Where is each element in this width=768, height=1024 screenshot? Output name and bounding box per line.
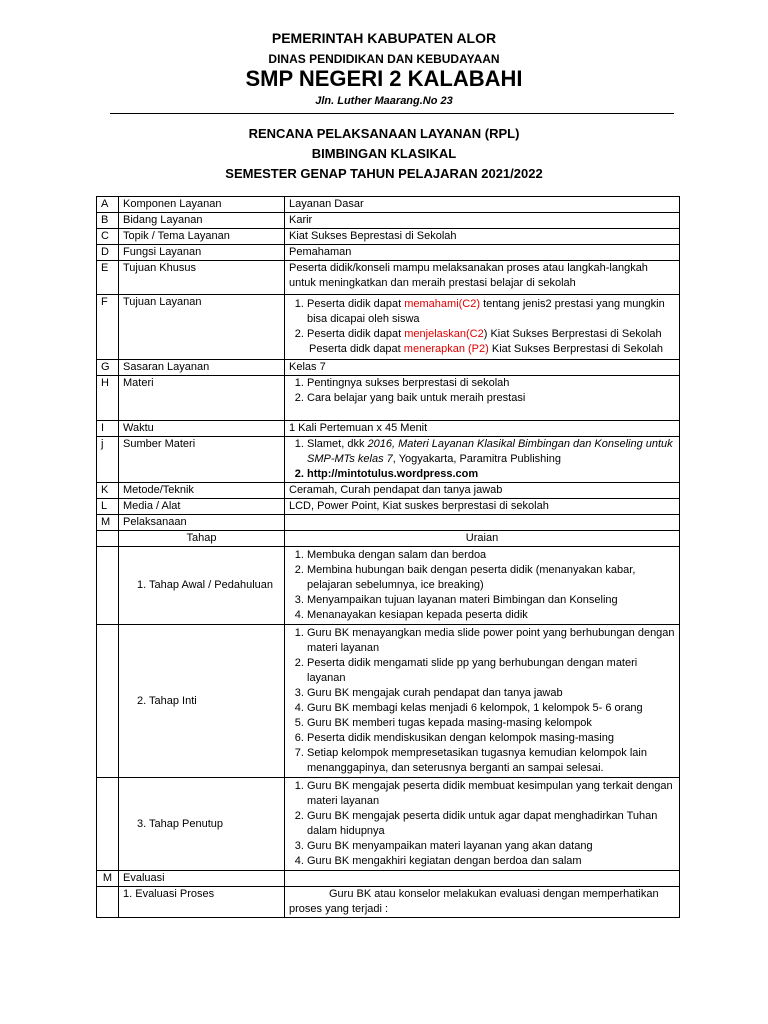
doc-title-line-2: BIMBINGAN KLASIKAL	[311, 146, 457, 161]
tujuan-list	[289, 297, 675, 342]
list-item: 4. Guru BK membagi kelas menjadi 6 kelompok, 1 kelompok 5- 6 orang	[307, 701, 675, 716]
awal-list	[289, 548, 675, 623]
list-item: 1. Guru BK menayangkan media slide power point yang berhubungan dengan materi layanan	[307, 626, 675, 656]
list-item: 2. http://mintotulus.wordpress.com	[307, 467, 675, 482]
tahap-awal-row	[97, 547, 680, 625]
list-item: 6. Peserta didik mendiskusikan dengan kelompok masing-masing	[307, 731, 675, 746]
tahap-uraian	[285, 625, 680, 778]
row-d	[97, 245, 680, 261]
org-line-2: DINAS PENDIDIKAN DAN KEBUDAYAAN	[268, 52, 500, 66]
highlight-text: menerapkan (P2)	[403, 343, 489, 355]
list-item: 7. Setiap kelompok mempresetasikan tugasnya kemudian kelompok lain menanggapinya, dan seterusnya berganti an sampai selesai.	[307, 746, 675, 776]
tahap-penutup-row	[97, 778, 680, 871]
row-value: LCD, Power Point, Kiat suskes berprestasi di sekolah	[285, 499, 680, 515]
row-evaluasi-proses	[97, 887, 680, 918]
materi-list	[289, 376, 675, 406]
row-a	[97, 197, 680, 213]
row-code: F	[97, 295, 119, 360]
row-label: Media / Alat	[119, 499, 285, 515]
row-label: Bidang Layanan	[119, 213, 285, 229]
tahap-uraian	[285, 778, 680, 871]
penutup-list	[289, 779, 675, 869]
tahap-label: 3. Tahap Penutup	[119, 778, 285, 871]
row-evaluasi	[97, 871, 680, 887]
list-item: 2. Guru BK mengajak peserta didik untuk agar dapat menghadirkan Tuhan dalam hidupnya	[307, 809, 675, 839]
school-name: SMP NEGERI 2 KALABAHI	[245, 66, 523, 91]
row-value	[285, 376, 680, 421]
row-label: Tujuan Khusus	[119, 261, 285, 295]
row-h	[97, 376, 680, 421]
row-code: B	[97, 213, 119, 229]
row-m	[97, 515, 680, 531]
tahap-label: 2. Tahap Inti	[119, 625, 285, 778]
sumber-list	[289, 437, 675, 482]
list-item: 1. Pentingnya sukses berprestasi di sekolah	[307, 376, 675, 391]
list-item: 1. Slamet, dkk 2016, Materi Layanan Klasikal Bimbingan dan Konseling untuk SMP-MTs kelas 7, Yogyakarta, Paramitra Publishing	[307, 437, 675, 467]
row-code: C	[97, 229, 119, 245]
row-code: G	[97, 360, 119, 376]
header-divider	[110, 113, 674, 114]
org-line-1: PEMERINTAH KABUPATEN ALOR	[271, 30, 497, 46]
row-value: Peserta didik/konseli mampu melaksanakan proses atau langkah-langkah untuk meningkatkan dan meraih prestasi belajar di sekolah	[285, 261, 680, 295]
row-value	[285, 437, 680, 483]
school-address: Jln. Luther Maarang.No 23	[315, 95, 453, 107]
row-k	[97, 483, 680, 499]
row-label: Fungsi Layanan	[119, 245, 285, 261]
row-label: 1. Evaluasi Proses	[119, 887, 285, 918]
row-label: Komponen Layanan	[119, 197, 285, 213]
highlight-text: menjelaskan(C2	[404, 328, 484, 340]
doc-title-line-1: RENCANA PELAKSANAAN LAYANAN (RPL)	[248, 126, 520, 141]
row-label: Metode/Teknik	[119, 483, 285, 499]
tahap-label: 1. Tahap Awal / Pedahuluan	[119, 547, 285, 625]
rpl-table	[96, 196, 680, 918]
row-g	[97, 360, 680, 376]
highlight-text: memahami(C2)	[404, 298, 481, 310]
row-value: Kelas 7	[285, 360, 680, 376]
row-code: K	[97, 483, 119, 499]
list-item: 1. Peserta didik dapat memahami(C2) tentang jenis2 prestasi yang mungkin bisa dicapai oleh siswa	[307, 297, 675, 327]
row-label: Sumber Materi	[119, 437, 285, 483]
list-item: 2. Cara belajar yang baik untuk meraih prestasi	[307, 391, 675, 406]
row-code: M	[97, 871, 119, 887]
list-item: 1. Guru BK mengajak peserta didik membuat kesimpulan yang terkait dengan materi layanan	[307, 779, 675, 809]
row-code: A	[97, 197, 119, 213]
row-code: j	[97, 437, 119, 483]
inti-list	[289, 626, 675, 776]
col-header-uraian: Uraian	[285, 531, 680, 547]
col-header-tahap: Tahap	[119, 531, 285, 547]
row-code: H	[97, 376, 119, 421]
row-value: Pemahaman	[285, 245, 680, 261]
row-value: Karir	[285, 213, 680, 229]
row-i	[97, 421, 680, 437]
tujuan-extra: Peserta didk dapat menerapkan (P2) Kiat Sukses Berprestasi di Sekolah	[309, 343, 664, 355]
row-label: Sasaran Layanan	[119, 360, 285, 376]
row-code: E	[97, 261, 119, 295]
row-b	[97, 213, 680, 229]
list-item: 4. Menanayakan kesiapan kepada peserta didik	[307, 608, 675, 623]
row-label: Evaluasi	[119, 871, 285, 887]
list-item: 1. Membuka dengan salam dan berdoa	[307, 548, 675, 563]
row-value: 1 Kali Pertemuan x 45 Menit	[285, 421, 680, 437]
row-label: Pelaksanaan	[119, 515, 285, 531]
list-item: 3. Menyampaikan tujuan layanan materi Bimbingan dan Konseling	[307, 593, 675, 608]
list-item: 3. Guru BK menyampaikan materi layanan yang akan datang	[307, 839, 675, 854]
row-c	[97, 229, 680, 245]
tahap-inti-row	[97, 625, 680, 778]
pelaksanaan-header	[97, 531, 680, 547]
row-value: Layanan Dasar	[285, 197, 680, 213]
row-f	[97, 295, 680, 360]
list-item: 2. Membina hubungan baik dengan peserta didik (menanyakan kabar, pelajaran sebelumnya, ice breaking)	[307, 563, 675, 593]
row-label: Topik / Tema Layanan	[119, 229, 285, 245]
list-item: 2. Peserta didik dapat menjelaskan(C2) Kiat Sukses Berprestasi di Sekolah	[307, 327, 675, 342]
row-value: Kiat Sukses Beprestasi di Sekolah	[285, 229, 680, 245]
list-item: 2. Peserta didik mengamati slide pp yang berhubungan dengan materi layanan	[307, 656, 675, 686]
row-label: Waktu	[119, 421, 285, 437]
row-value	[285, 295, 680, 360]
row-code: L	[97, 499, 119, 515]
row-l	[97, 499, 680, 515]
row-value: Guru BK atau konselor melakukan evaluasi dengan memperhatikan proses yang terjadi :	[285, 887, 680, 918]
doc-title-line-3: SEMESTER GENAP TAHUN PELAJARAN 2021/2022	[225, 166, 543, 181]
row-value: Ceramah, Curah pendapat dan tanya jawab	[285, 483, 680, 499]
row-label: Tujuan Layanan	[119, 295, 285, 360]
list-item: 3. Guru BK mengajak curah pendapat dan tanya jawab	[307, 686, 675, 701]
row-e	[97, 261, 680, 295]
row-j	[97, 437, 680, 483]
list-item: 5. Guru BK memberi tugas kepada masing-masing kelompok	[307, 716, 675, 731]
list-item: 4. Guru BK mengakhiri kegiatan dengan berdoa dan salam	[307, 854, 675, 869]
row-label: Materi	[119, 376, 285, 421]
row-code: D	[97, 245, 119, 261]
row-code: I	[97, 421, 119, 437]
row-code: M	[97, 515, 119, 531]
tahap-uraian	[285, 547, 680, 625]
